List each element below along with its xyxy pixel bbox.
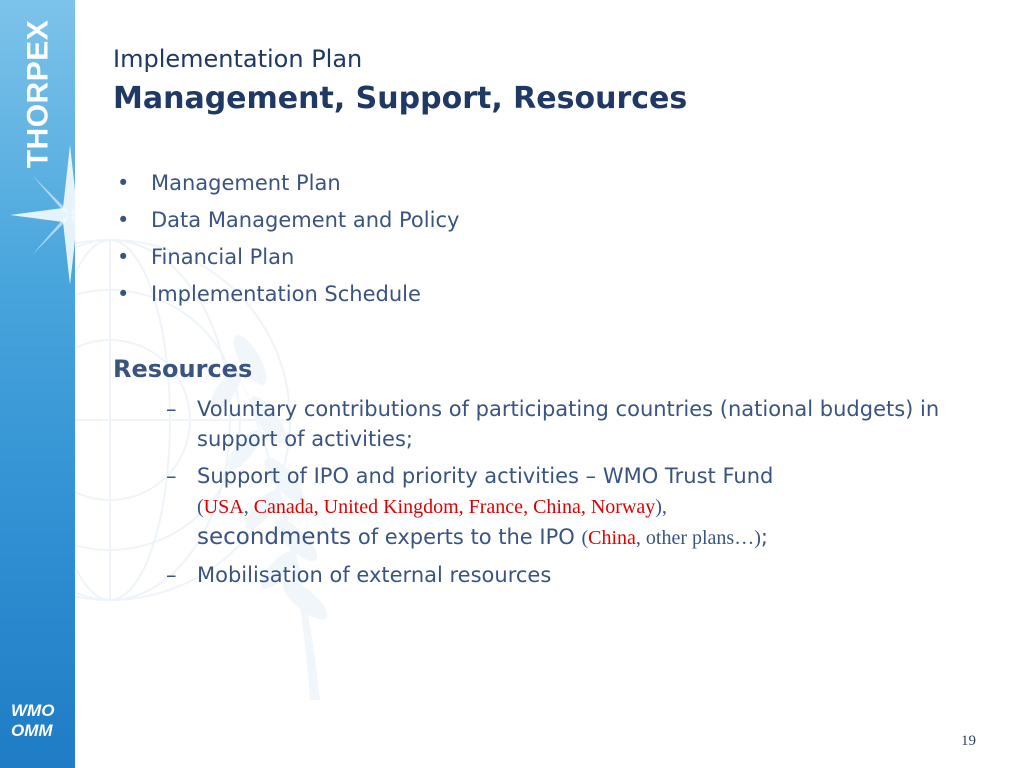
dash-marker: – <box>166 464 177 488</box>
resources-item <box>164 560 964 590</box>
bullet-marker: • <box>117 245 130 269</box>
paren-open: ( <box>197 496 204 518</box>
slide-subtitle: Management, Support, Resources <box>113 81 688 116</box>
paren-close-2: ) <box>754 527 761 549</box>
bullet-list <box>113 168 459 316</box>
bullet-item <box>113 205 459 242</box>
bullet-text: Implementation Schedule <box>151 282 421 306</box>
bullet-item <box>113 242 459 279</box>
bullet-marker: • <box>117 208 130 232</box>
secondments-word: secondments <box>197 524 352 550</box>
wmo-logo-line1: WMO <box>11 701 55 720</box>
country-usa: USA <box>203 496 244 518</box>
country-list: Canada, United Kingdom, France, China, Norway <box>253 496 656 518</box>
bullet-marker: • <box>117 282 130 306</box>
experts-text: of experts to the IPO <box>351 525 582 549</box>
wmo-logo-line2: OMM <box>11 721 53 740</box>
dash-marker: – <box>166 397 177 421</box>
paren-open-2: ( <box>581 527 589 549</box>
paren-close: ), <box>655 496 667 518</box>
bullet-text: Management Plan <box>151 171 341 195</box>
wmo-omm-logo <box>11 701 67 741</box>
resources-item <box>164 394 964 454</box>
semicolon: ; <box>760 525 768 549</box>
resources-list <box>164 394 964 597</box>
bullet-marker: • <box>117 171 130 195</box>
country-china: China <box>588 527 636 549</box>
other-plans: , other plans… <box>635 527 755 549</box>
slide-title: Implementation Plan <box>113 45 363 73</box>
compass-star-icon <box>10 140 120 290</box>
bullet-item <box>113 279 459 316</box>
dash-marker: – <box>166 563 177 587</box>
resources-item-text: Support of IPO and priority activities – WMO Trust Fund <box>197 464 774 488</box>
resources-item <box>164 461 964 553</box>
resources-item-text: Voluntary contributions of participating countries (national budgets) in support of activities; <box>197 397 940 451</box>
brand-sidebar <box>0 0 75 768</box>
separator: , <box>243 496 254 518</box>
bullet-text: Data Management and Policy <box>151 208 460 232</box>
resources-item-text: Mobilisation of external resources <box>197 563 552 587</box>
bullet-text: Financial Plan <box>151 245 295 269</box>
resources-heading: Resources <box>113 355 253 383</box>
thorpex-logo-text: THORPEX <box>21 19 54 169</box>
page-number: 19 <box>961 733 976 749</box>
bullet-item <box>113 168 459 205</box>
